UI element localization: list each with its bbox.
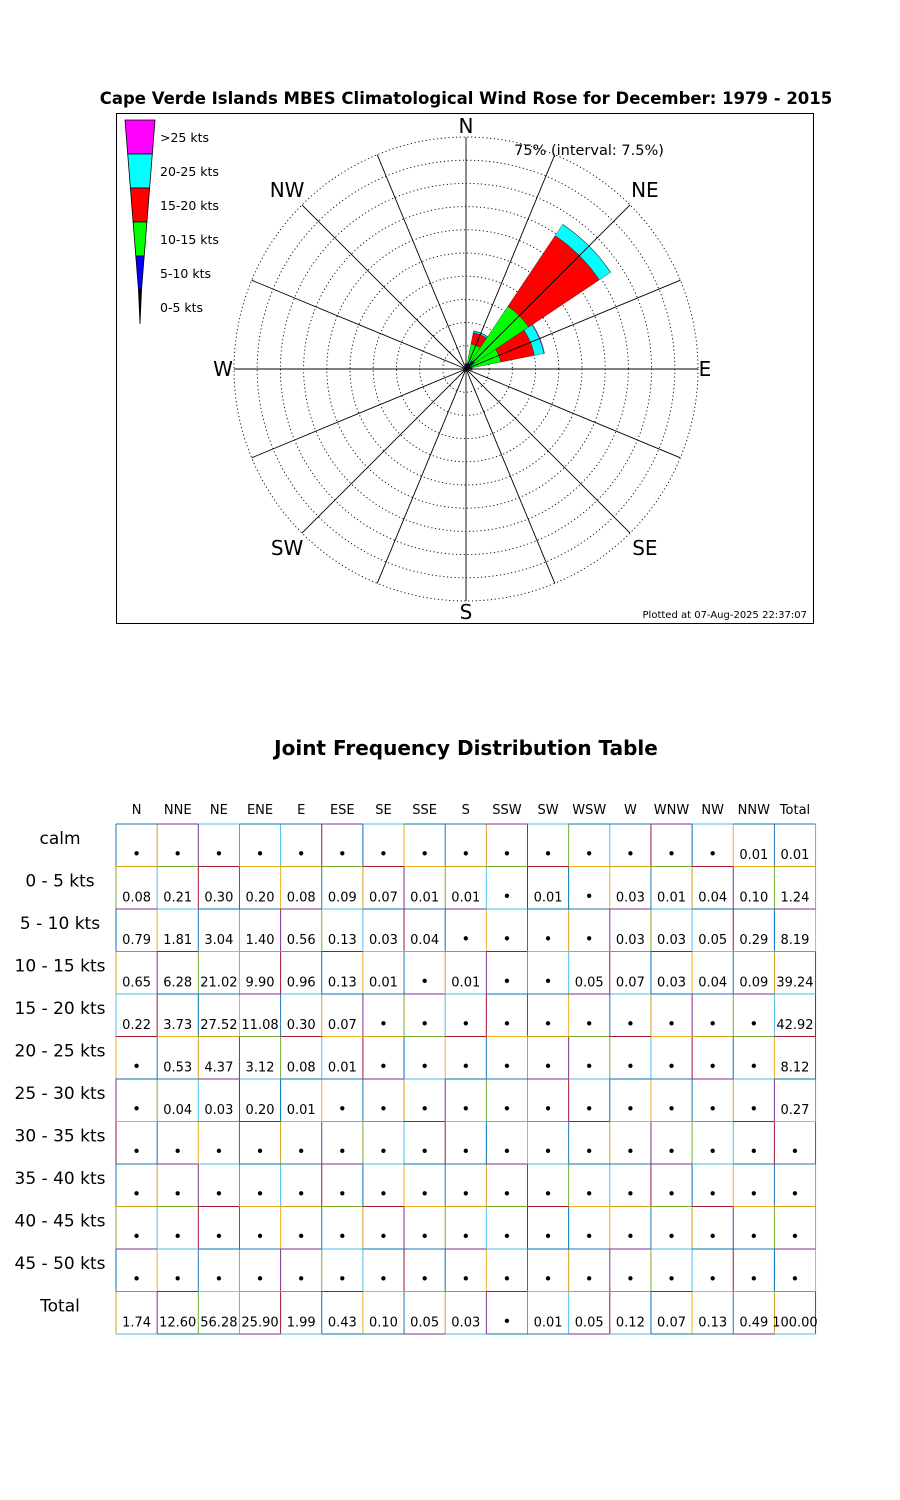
table-cell: • bbox=[461, 1057, 471, 1076]
table-cell: 100.00 bbox=[772, 1315, 818, 1331]
table-cell: • bbox=[132, 1142, 142, 1161]
table-cell: 25.90 bbox=[241, 1315, 279, 1331]
table-cell: • bbox=[502, 1270, 512, 1288]
table-cell: • bbox=[543, 845, 553, 863]
table-cell: 0.08 bbox=[122, 890, 152, 906]
row-label: 0 - 5 kts bbox=[25, 871, 95, 892]
table-cell: • bbox=[214, 1142, 224, 1161]
table-cell: 12.60 bbox=[159, 1315, 197, 1331]
table-cell: 0.05 bbox=[410, 1315, 440, 1331]
rose-spoke bbox=[466, 205, 630, 369]
table-cell: • bbox=[625, 1270, 635, 1288]
table-cell: 0.13 bbox=[327, 933, 357, 948]
table-cell: 0.01 bbox=[368, 975, 398, 991]
table-cell: • bbox=[255, 1227, 265, 1246]
row-label: 5 - 10 kts bbox=[19, 914, 101, 934]
table-cell: • bbox=[379, 1227, 388, 1246]
table-cell: 0.56 bbox=[286, 933, 316, 948]
table-cell: • bbox=[543, 1227, 553, 1246]
table-cell: • bbox=[337, 1185, 347, 1203]
table-cell: 0.03 bbox=[451, 1315, 481, 1331]
row-label: Total bbox=[40, 1296, 80, 1317]
table-cell: 0.01 bbox=[533, 1315, 563, 1331]
column-header-w: W bbox=[623, 803, 637, 818]
table-cell: • bbox=[708, 1100, 718, 1118]
table-cell: 0.10 bbox=[739, 890, 769, 906]
table-cell: 0.04 bbox=[410, 933, 440, 948]
table-cell: 0.07 bbox=[368, 890, 398, 906]
table-cell: • bbox=[749, 1057, 759, 1076]
table-cell: • bbox=[132, 1270, 142, 1288]
table-cell: 0.05 bbox=[574, 975, 604, 991]
row-label: 40 - 45 kts bbox=[14, 1211, 106, 1232]
table-cell: • bbox=[255, 1142, 265, 1161]
table-cell: • bbox=[420, 1270, 430, 1288]
table-cell: • bbox=[173, 1142, 183, 1161]
table-cell: • bbox=[461, 1015, 471, 1033]
direction-label-nw: NW bbox=[269, 178, 305, 203]
table-cell: 0.21 bbox=[163, 890, 193, 906]
legend-swatch bbox=[136, 256, 144, 290]
table-cell: • bbox=[584, 1142, 594, 1161]
table-cell: • bbox=[543, 1100, 553, 1118]
ring-scale-label: 75% (interval: 7.5%) bbox=[514, 143, 664, 159]
table-cell: • bbox=[667, 1227, 676, 1246]
table-cell: • bbox=[543, 1185, 553, 1203]
table-cell: 0.20 bbox=[245, 890, 275, 906]
row-label: 15 - 20 kts bbox=[14, 999, 106, 1019]
column-header-se: SE bbox=[375, 803, 392, 818]
table-cell: • bbox=[296, 1227, 306, 1246]
table-cell: • bbox=[296, 1142, 306, 1161]
table-cell: • bbox=[790, 1142, 800, 1161]
table-cell: 1.74 bbox=[122, 1315, 152, 1331]
table-cell: • bbox=[502, 1015, 512, 1033]
joint-frequency-table bbox=[0, 800, 900, 1340]
table-cell: • bbox=[132, 1100, 142, 1118]
column-header-nw: NW bbox=[701, 803, 724, 818]
table-cell: 0.96 bbox=[286, 975, 316, 991]
table-cell: • bbox=[337, 1270, 347, 1288]
table-cell: • bbox=[749, 1185, 759, 1203]
table-cell: 1.81 bbox=[163, 933, 193, 948]
table-cell: • bbox=[625, 1100, 635, 1118]
table-cell: • bbox=[502, 1227, 512, 1246]
table-cell: • bbox=[625, 1015, 635, 1033]
table-cell: 0.05 bbox=[698, 933, 728, 948]
table-cell: • bbox=[749, 1015, 759, 1033]
table-cell: • bbox=[337, 845, 347, 863]
table-cell: • bbox=[296, 1270, 306, 1288]
table-cell: • bbox=[543, 930, 553, 948]
table-cell: 11.08 bbox=[241, 1018, 279, 1033]
table-cell: 0.13 bbox=[698, 1315, 728, 1331]
table-cell: • bbox=[420, 1185, 430, 1203]
table-cell: • bbox=[255, 845, 265, 863]
table-cell: • bbox=[132, 1227, 142, 1246]
table-title: Joint Frequency Distribution Table bbox=[274, 736, 658, 760]
table-cell: • bbox=[667, 845, 676, 863]
table-cell: 39.24 bbox=[776, 975, 814, 991]
table-cell: • bbox=[708, 1142, 718, 1161]
table-cell: 0.30 bbox=[204, 890, 234, 906]
table-cell: 0.08 bbox=[286, 890, 316, 906]
direction-label-ne: NE bbox=[631, 178, 659, 203]
table-cell: 0.01 bbox=[657, 890, 687, 906]
table-cell: • bbox=[790, 1227, 800, 1246]
rose-spoke bbox=[466, 369, 555, 583]
table-cell: 56.28 bbox=[200, 1315, 238, 1331]
table-cell: • bbox=[502, 1100, 512, 1118]
table-cell: • bbox=[749, 1142, 759, 1161]
column-header-nnw: NNW bbox=[737, 803, 770, 818]
table-cell: • bbox=[420, 1015, 430, 1033]
table-cell: • bbox=[667, 1015, 676, 1033]
table-cell: • bbox=[420, 972, 430, 991]
table-cell: 27.52 bbox=[200, 1018, 238, 1033]
table-cell: 0.03 bbox=[204, 1103, 234, 1118]
table-cell: • bbox=[625, 1227, 635, 1246]
table-cell: • bbox=[132, 1185, 142, 1203]
table-cell: 0.04 bbox=[698, 890, 728, 906]
row-label: 20 - 25 kts bbox=[14, 1041, 106, 1062]
table-cell: 0.03 bbox=[615, 890, 645, 906]
table-cell: • bbox=[502, 1185, 512, 1203]
row-label: calm bbox=[39, 829, 81, 849]
table-cell: • bbox=[667, 1057, 676, 1076]
table-cell: 42.92 bbox=[776, 1018, 814, 1033]
table-cell: 0.49 bbox=[739, 1315, 769, 1331]
table-cell: 0.01 bbox=[780, 848, 810, 863]
direction-label-n: N bbox=[458, 114, 474, 138]
table-cell: 21.02 bbox=[200, 975, 238, 991]
legend-label: 10-15 kts bbox=[160, 232, 219, 247]
table-cell: • bbox=[625, 1185, 635, 1203]
column-header-nne: NNE bbox=[163, 803, 192, 818]
column-header-ese: ESE bbox=[329, 803, 355, 818]
table-cell: 0.53 bbox=[163, 1060, 193, 1076]
table-cell: • bbox=[296, 1185, 306, 1203]
table-cell: • bbox=[584, 887, 594, 906]
table-cell: • bbox=[749, 1227, 759, 1246]
table-cell: • bbox=[420, 845, 430, 863]
table-cell: 0.05 bbox=[574, 1315, 604, 1331]
table-cell: • bbox=[420, 1100, 430, 1118]
table-cell: • bbox=[502, 845, 512, 863]
legend-swatch bbox=[130, 188, 149, 222]
table-cell: • bbox=[461, 1227, 471, 1246]
legend-label: 15-20 kts bbox=[160, 198, 219, 213]
table-cell: • bbox=[379, 1015, 388, 1033]
legend-swatch bbox=[133, 222, 147, 256]
legend bbox=[125, 120, 219, 324]
table-cell: • bbox=[420, 1142, 430, 1161]
table-cell: • bbox=[708, 845, 718, 863]
table-cell: • bbox=[625, 1142, 635, 1161]
direction-label-w: W bbox=[213, 357, 233, 381]
legend-label: 20-25 kts bbox=[160, 164, 219, 179]
table-cell: • bbox=[667, 1100, 676, 1118]
table-cell: 4.37 bbox=[204, 1060, 234, 1076]
table-cell: • bbox=[461, 1270, 471, 1288]
table-cell: 0.04 bbox=[163, 1103, 193, 1118]
rose-spoke bbox=[377, 369, 466, 583]
table-cell: • bbox=[667, 1270, 676, 1288]
column-header-s: S bbox=[461, 803, 470, 818]
table-cell: 1.99 bbox=[286, 1315, 316, 1331]
table-cell: • bbox=[708, 1185, 718, 1203]
table-cell: • bbox=[173, 1270, 183, 1288]
table-cell: 0.07 bbox=[615, 975, 645, 991]
row-label: 45 - 50 kts bbox=[14, 1254, 106, 1274]
column-header-ene: ENE bbox=[246, 803, 274, 818]
table-cell: 0.30 bbox=[286, 1018, 316, 1033]
table-cell: • bbox=[790, 1270, 800, 1288]
table-cell: • bbox=[214, 1227, 224, 1246]
table-cell: • bbox=[461, 930, 471, 948]
direction-label-s: S bbox=[459, 600, 473, 623]
table-cell: • bbox=[625, 845, 635, 863]
table-cell: • bbox=[543, 1015, 553, 1033]
table-cell: 3.12 bbox=[245, 1060, 275, 1076]
table-cell: • bbox=[132, 845, 142, 863]
direction-label-sw: SW bbox=[270, 535, 304, 560]
table-cell: 0.03 bbox=[615, 933, 645, 948]
table-cell: 0.20 bbox=[245, 1103, 275, 1118]
table-cell: 0.13 bbox=[327, 975, 357, 991]
table-cell: • bbox=[296, 845, 306, 863]
table-cell: • bbox=[543, 1142, 553, 1161]
table-cell: 0.07 bbox=[657, 1315, 687, 1331]
table-cell: • bbox=[584, 1057, 594, 1076]
table-cell: • bbox=[584, 1185, 594, 1203]
rose-spoke bbox=[302, 369, 466, 533]
table-cell: • bbox=[584, 930, 594, 948]
table-cell: 0.10 bbox=[368, 1315, 398, 1331]
table-cell: • bbox=[502, 1142, 512, 1161]
table-cell: • bbox=[337, 1100, 347, 1118]
table-cell: • bbox=[132, 1057, 142, 1076]
table-cell: • bbox=[461, 1185, 471, 1203]
table-cell: • bbox=[379, 1100, 388, 1118]
table-cell: • bbox=[379, 1185, 388, 1203]
table-cell: 0.07 bbox=[327, 1018, 357, 1033]
table-cell: • bbox=[379, 1270, 388, 1288]
table-cell: 0.01 bbox=[451, 890, 481, 906]
table-cell: • bbox=[584, 1227, 594, 1246]
table-cell: • bbox=[173, 1185, 183, 1203]
column-header-e: E bbox=[297, 803, 306, 818]
table-cell: • bbox=[461, 845, 471, 863]
table-cell: • bbox=[667, 1142, 676, 1161]
table-cell: • bbox=[749, 1270, 759, 1288]
table-cell: • bbox=[502, 1312, 512, 1331]
table-cell: 1.24 bbox=[780, 890, 810, 906]
column-header-ne: NE bbox=[209, 803, 228, 818]
table-cell: 0.08 bbox=[286, 1060, 316, 1076]
table-cell: 1.40 bbox=[245, 933, 275, 948]
column-header-sw: SW bbox=[537, 803, 559, 818]
table-cell: • bbox=[543, 1270, 553, 1288]
plotted-timestamp: Plotted at 07-Aug-2025 22:37:07 bbox=[642, 610, 807, 621]
table-cell: 8.12 bbox=[780, 1060, 810, 1076]
table-cell: • bbox=[543, 1057, 553, 1076]
table-cell: • bbox=[214, 1185, 224, 1203]
table-cell: 0.43 bbox=[327, 1315, 357, 1331]
table-cell: • bbox=[708, 1270, 718, 1288]
table-cell: • bbox=[708, 1015, 718, 1033]
direction-label-se: SE bbox=[632, 535, 658, 560]
rose-spoke bbox=[302, 205, 466, 369]
table-cell: • bbox=[255, 1185, 265, 1203]
table-cell: 0.22 bbox=[122, 1018, 152, 1033]
legend-swatch bbox=[125, 120, 155, 154]
legend-label: 0-5 kts bbox=[160, 300, 204, 315]
table-cell: • bbox=[173, 1227, 183, 1246]
rose-spoke bbox=[466, 369, 630, 533]
legend-swatch bbox=[128, 154, 153, 188]
table-cell: • bbox=[461, 1100, 471, 1118]
row-label: 30 - 35 kts bbox=[14, 1126, 106, 1147]
wind-rose-title: Cape Verde Islands MBES Climatological Wind Rose for December: 1979 - 2015 bbox=[99, 89, 833, 108]
table-cell: 0.01 bbox=[327, 1060, 357, 1076]
direction-label-e: E bbox=[698, 357, 712, 381]
rose-spoke bbox=[252, 369, 466, 458]
table-cell: • bbox=[255, 1270, 265, 1288]
table-cell: • bbox=[214, 845, 224, 863]
table-cell: 0.04 bbox=[698, 975, 728, 991]
table-cell: • bbox=[708, 1227, 718, 1246]
table-cell: • bbox=[337, 1227, 347, 1246]
column-header-ssw: SSW bbox=[492, 803, 522, 818]
rose-spoke bbox=[466, 369, 680, 458]
table-cell: • bbox=[543, 972, 553, 991]
table-cell: 0.01 bbox=[451, 975, 481, 991]
table-cell: • bbox=[790, 1185, 800, 1203]
table-cell: 0.01 bbox=[410, 890, 440, 906]
table-cell: • bbox=[502, 1057, 512, 1076]
rose-spoke bbox=[252, 280, 466, 369]
table-cell: • bbox=[502, 930, 512, 948]
table-cell: 0.09 bbox=[327, 890, 357, 906]
table-cell: 0.01 bbox=[533, 890, 563, 906]
table-cell: • bbox=[502, 972, 512, 991]
table-cell: 0.65 bbox=[122, 975, 152, 991]
table-cell: • bbox=[584, 845, 594, 863]
table-cell: • bbox=[584, 1270, 594, 1288]
table-cell: • bbox=[214, 1270, 224, 1288]
table-cell: 0.03 bbox=[657, 933, 687, 948]
table-cell: • bbox=[379, 1142, 388, 1161]
table-cell: 0.03 bbox=[368, 933, 398, 948]
table-cell: 0.09 bbox=[739, 975, 769, 991]
table-cell: • bbox=[337, 1142, 347, 1161]
rose-spoke bbox=[377, 155, 466, 369]
table-cell: • bbox=[584, 1100, 594, 1118]
table-cell: 6.28 bbox=[163, 975, 193, 991]
table-cell: 0.01 bbox=[739, 848, 769, 863]
column-header-n: N bbox=[131, 803, 142, 818]
row-label: 25 - 30 kts bbox=[14, 1084, 106, 1104]
table-cell: • bbox=[749, 1100, 759, 1118]
table-cell: 3.04 bbox=[204, 933, 234, 948]
legend-label: 5-10 kts bbox=[160, 266, 211, 281]
table-cell: 3.73 bbox=[163, 1018, 193, 1033]
table-cell: • bbox=[461, 1142, 471, 1161]
row-label: 10 - 15 kts bbox=[14, 956, 106, 977]
table-cell: 0.01 bbox=[286, 1103, 316, 1118]
wind-rose-chart bbox=[117, 114, 813, 623]
table-cell: • bbox=[379, 1057, 388, 1076]
wind-rose-plot-area bbox=[116, 113, 814, 624]
table-cell: 0.03 bbox=[657, 975, 687, 991]
column-header-sse: SSE bbox=[412, 803, 437, 818]
table-cell: • bbox=[667, 1185, 676, 1203]
table-cell: • bbox=[502, 887, 512, 906]
table-cell: • bbox=[420, 1057, 430, 1076]
table-cell: • bbox=[379, 845, 388, 863]
table-cell: 0.29 bbox=[739, 933, 769, 948]
table-cell: • bbox=[420, 1227, 430, 1246]
table-cell: 0.12 bbox=[615, 1315, 645, 1331]
table-cell: • bbox=[584, 1015, 594, 1033]
column-header-total: Total bbox=[779, 803, 811, 818]
table-cell: 8.19 bbox=[780, 933, 810, 948]
table-cell: 0.79 bbox=[122, 933, 152, 948]
column-header-wsw: WSW bbox=[572, 803, 607, 818]
table-cell: 0.27 bbox=[780, 1103, 810, 1118]
table-cell: • bbox=[708, 1057, 718, 1076]
table-cell: • bbox=[625, 1057, 635, 1076]
column-header-wnw: WNW bbox=[653, 803, 690, 818]
legend-label: >25 kts bbox=[160, 130, 210, 145]
table-cell: 9.90 bbox=[245, 975, 275, 991]
legend-swatch bbox=[139, 290, 142, 324]
row-label: 35 - 40 kts bbox=[14, 1169, 106, 1189]
table-cell: • bbox=[173, 845, 183, 863]
